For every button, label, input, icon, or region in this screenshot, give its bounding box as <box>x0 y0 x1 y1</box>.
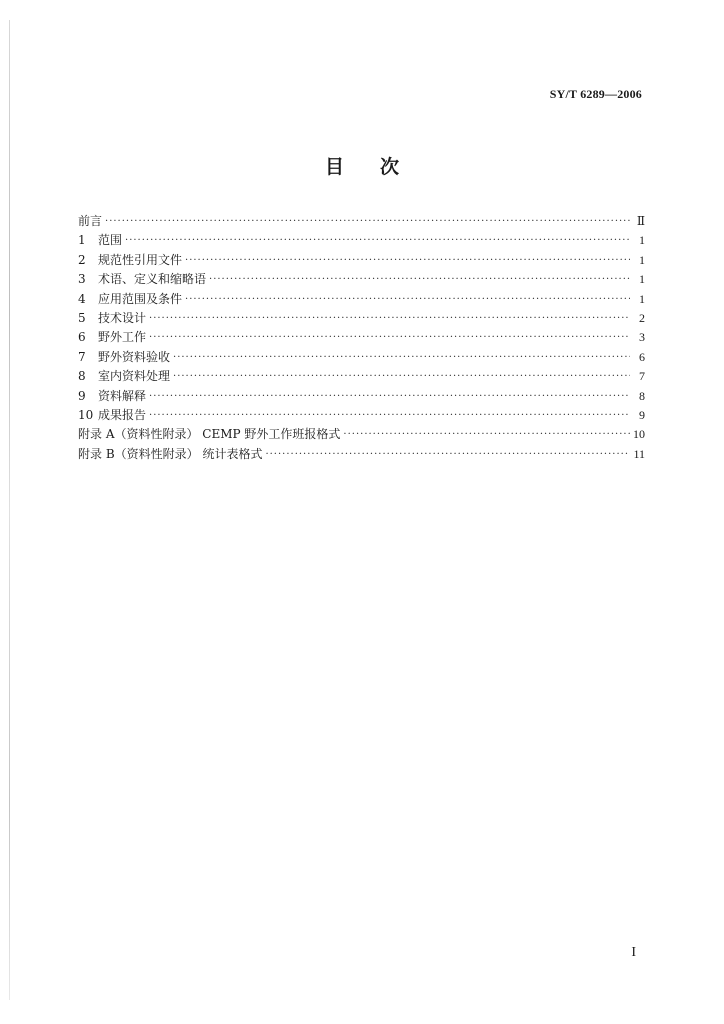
toc-entry-label: 野外工作 <box>98 330 147 345</box>
toc-entry-appendix-a[interactable] <box>78 425 645 444</box>
toc-leader-dots <box>343 425 630 444</box>
toc-entry-10[interactable] <box>78 406 645 425</box>
toc-entry-page: 11 <box>633 446 645 461</box>
toc-leader-dots <box>209 270 630 289</box>
toc-entry-foreword[interactable] <box>78 212 645 231</box>
toc-entry-label: 术语、定义和缩略语 <box>98 272 207 287</box>
toc-entry-number: 8 <box>78 369 86 384</box>
toc-entry-page: 10 <box>633 427 645 442</box>
toc-entry-label: 应用范围及条件 <box>98 291 183 306</box>
toc-leader-dots <box>185 251 630 270</box>
toc-entry-label: 规范性引用文件 <box>98 252 183 267</box>
toc-entry-number: 7 <box>78 349 86 364</box>
toc-entry-3[interactable] <box>78 270 645 289</box>
toc-entry-number: 10 <box>78 407 94 422</box>
toc-entry-number: 6 <box>78 330 86 345</box>
toc-entry-9[interactable] <box>78 387 645 406</box>
toc-title <box>0 152 724 179</box>
toc-entry-label: 技术设计 <box>98 310 147 325</box>
toc-entry-label: 附录 B（资料性附录） 统计表格式 <box>78 446 263 461</box>
toc-entry-5[interactable] <box>78 309 645 328</box>
toc-entry-page: 9 <box>639 407 645 422</box>
toc-entry-1[interactable] <box>78 231 645 250</box>
toc-title-char-1: 目 <box>324 156 344 178</box>
toc-entry-number: 2 <box>78 252 86 267</box>
toc-entry-4[interactable] <box>78 290 645 309</box>
toc-entry-label: 附录 A（资料性附录） CEMP 野外工作班报格式 <box>78 427 341 442</box>
toc-entry-label: 资料解释 <box>98 388 147 403</box>
page-number: I <box>631 945 636 960</box>
toc-entry-page: 6 <box>639 349 645 364</box>
toc-entry-page: 1 <box>639 272 645 287</box>
toc-leader-dots <box>149 328 630 347</box>
toc-leader-dots <box>173 348 630 367</box>
toc-entry-page: 3 <box>639 330 645 345</box>
toc-entry-page: 1 <box>639 252 645 267</box>
toc-entry-page: 7 <box>639 369 645 384</box>
toc-entry-6[interactable] <box>78 328 645 347</box>
toc-leader-dots <box>149 406 630 425</box>
toc-entry-number: 3 <box>78 272 86 287</box>
toc-entry-label: 范围 <box>98 233 123 248</box>
toc-title-char-2: 次 <box>380 156 400 178</box>
toc-leader-dots <box>105 212 630 231</box>
toc-leader-dots <box>125 231 630 250</box>
toc-entry-number: 5 <box>78 310 86 325</box>
toc-entry-8[interactable] <box>78 367 645 386</box>
toc-entry-page: Ⅱ <box>636 214 645 228</box>
toc-entry-appendix-b[interactable] <box>78 445 645 464</box>
toc-entry-number: 4 <box>78 291 86 306</box>
toc-entry-label: 室内资料处理 <box>98 369 171 384</box>
toc-entry-7[interactable] <box>78 348 645 367</box>
toc-leader-dots <box>149 309 630 328</box>
table-of-contents <box>78 212 645 464</box>
toc-entry-number: 1 <box>78 233 86 248</box>
standard-code: SY/T 6289—2006 <box>549 87 642 101</box>
toc-entry-label: 成果报告 <box>98 407 147 422</box>
toc-entry-label: 野外资料验收 <box>98 349 171 364</box>
toc-leader-dots <box>265 445 630 464</box>
toc-leader-dots <box>173 367 630 386</box>
toc-leader-dots <box>185 290 630 309</box>
toc-entry-number: 9 <box>78 388 86 403</box>
toc-leader-dots <box>149 387 630 406</box>
toc-entry-label: 前言 <box>78 214 103 228</box>
toc-entry-page: 1 <box>639 291 645 306</box>
toc-entry-page: 1 <box>639 233 645 248</box>
toc-entry-page: 8 <box>639 388 645 403</box>
toc-entry-page: 2 <box>639 310 645 325</box>
toc-entry-2[interactable] <box>78 251 645 270</box>
